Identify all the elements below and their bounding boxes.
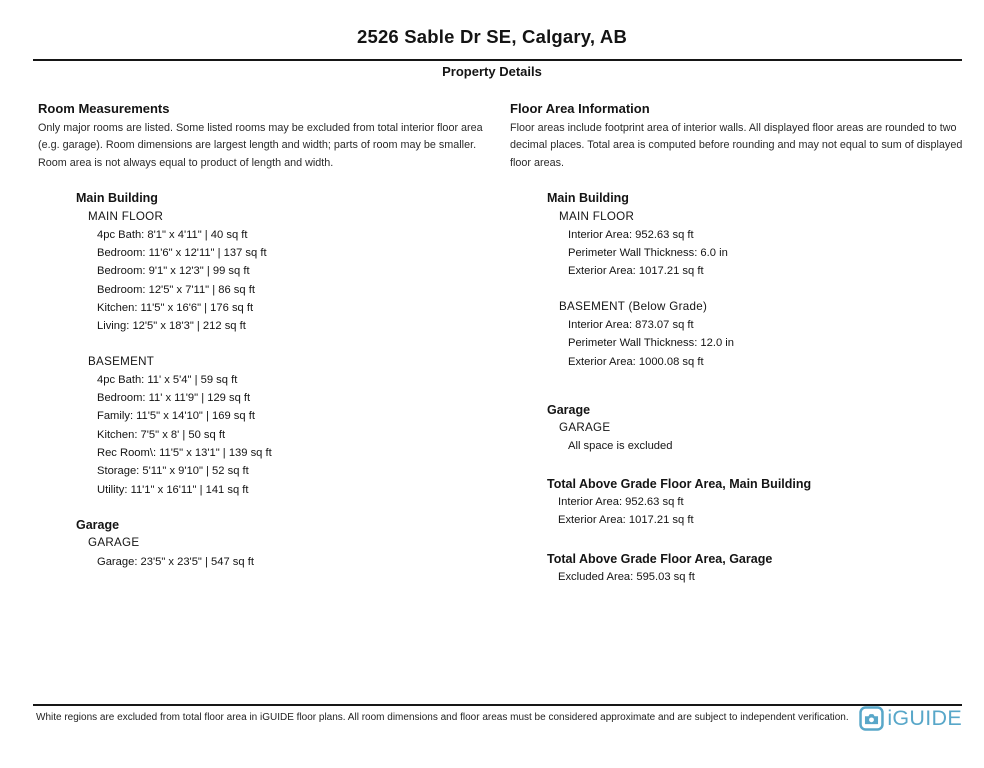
total-line: Interior Area: 952.63 sq ft xyxy=(558,496,684,509)
floor-main-floor xyxy=(88,208,496,336)
total-garage xyxy=(547,550,972,587)
floor-name: BASEMENT xyxy=(88,354,155,368)
room-line: Kitchen: 11'5" x 16'6" | 176 sq ft xyxy=(97,302,254,314)
floor-area-column xyxy=(510,101,972,586)
total-main-building xyxy=(547,475,972,530)
header-divider xyxy=(33,59,962,61)
floor-name: GARAGE xyxy=(88,536,140,550)
floor-name: GARAGE xyxy=(559,421,611,435)
room-line: Kitchen: 7'5" x 8' | 50 sq ft xyxy=(97,428,226,441)
room-line: Family: 11'5" x 14'10" | 169 sq ft xyxy=(97,410,255,423)
description-line: decimal places. Total area is computed before rounding and may not equal to sum of displayed xyxy=(510,139,963,152)
floor-garage xyxy=(88,534,496,571)
area-line: Interior Area: 873.07 sq ft xyxy=(568,319,694,331)
total-line: Excluded Area: 595.03 sq ft xyxy=(558,570,695,583)
room-line: Bedroom: 9'1" x 12'3" | 99 sq ft xyxy=(97,265,250,278)
iguide-camera-icon xyxy=(859,706,884,731)
footer-disclaimer: White regions are excluded from total floor area in iGUIDE floor plans. All room dimensions and floor areas must be considered approximate and are subject to independent verification. xyxy=(36,712,849,723)
area-line: Interior Area: 952.63 sq ft xyxy=(568,228,694,241)
building-garage-areas xyxy=(547,401,972,456)
area-line: Exterior Area: 1000.08 sq ft xyxy=(568,355,704,368)
building-main xyxy=(76,189,496,499)
building-name: Main Building xyxy=(547,191,629,206)
room-line: Rec Room\: 11'5" x 13'1" | 139 sq ft xyxy=(97,447,272,460)
room-measurements-column xyxy=(38,101,496,571)
description-line: floor areas. xyxy=(510,156,565,169)
floor-basement xyxy=(88,353,496,499)
description-line: Floor areas include footprint area of interior walls. All displayed floor areas are rounded to two xyxy=(510,122,957,134)
floor-main-floor-areas xyxy=(559,208,972,281)
description-line: Only major rooms are listed. Some listed rooms may be excluded from total interior floor area xyxy=(38,122,483,134)
iguide-logo-text: iGUIDE xyxy=(887,706,962,730)
page-title: 2526 Sable Dr SE, Calgary, AB xyxy=(356,26,628,47)
floor-name: MAIN FLOOR xyxy=(559,209,635,223)
description-line: Room area is not always equal to product of length and width. xyxy=(38,156,334,169)
iguide-logo xyxy=(859,705,962,731)
area-line: Perimeter Wall Thickness: 12.0 in xyxy=(568,337,735,350)
total-title: Total Above Grade Floor Area, Garage xyxy=(547,551,773,566)
section-heading: Floor Area Information xyxy=(510,101,650,116)
section-heading: Room Measurements xyxy=(38,101,170,116)
room-line: Utility: 11'1" x 16'11" | 141 sq ft xyxy=(97,483,249,496)
building-name: Garage xyxy=(547,402,591,417)
room-line: Storage: 5'11" x 9'10" | 52 sq ft xyxy=(97,465,249,478)
section-description xyxy=(510,120,972,172)
building-name: Garage xyxy=(76,517,120,532)
room-line: Bedroom: 12'5" x 7'11" | 86 sq ft xyxy=(97,283,255,296)
room-line: 4pc Bath: 8'1" x 4'11" | 40 sq ft xyxy=(97,228,248,241)
room-line: 4pc Bath: 11' x 5'4" | 59 sq ft xyxy=(97,373,238,386)
floor-basement-areas xyxy=(559,298,972,371)
page-subtitle: Property Details xyxy=(442,64,542,79)
room-line: Bedroom: 11' x 11'9" | 129 sq ft xyxy=(97,392,251,405)
floor-garage-areas xyxy=(559,419,972,456)
room-line: Garage: 23'5" x 23'5" | 547 sq ft xyxy=(97,555,254,568)
total-line: Exterior Area: 1017.21 sq ft xyxy=(558,514,694,527)
section-description xyxy=(38,120,496,172)
footer-divider xyxy=(33,704,962,706)
building-name: Main Building xyxy=(76,191,158,206)
area-line: All space is excluded xyxy=(568,440,673,453)
room-line: Bedroom: 11'6" x 12'11" | 137 sq ft xyxy=(97,247,267,260)
area-line: Perimeter Wall Thickness: 6.0 in xyxy=(568,247,728,260)
building-garage xyxy=(76,516,496,571)
area-line: Exterior Area: 1017.21 sq ft xyxy=(568,265,704,278)
floor-name: MAIN FLOOR xyxy=(88,209,164,223)
room-line: Living: 12'5" x 18'3" | 212 sq ft xyxy=(97,320,246,333)
building-main-areas xyxy=(547,189,972,371)
total-title: Total Above Grade Floor Area, Main Building xyxy=(547,476,812,491)
description-line: (e.g. garage). Room dimensions are largest length and width; parts of room may be smaller. xyxy=(38,139,477,152)
floor-name: BASEMENT (Below Grade) xyxy=(559,299,708,313)
